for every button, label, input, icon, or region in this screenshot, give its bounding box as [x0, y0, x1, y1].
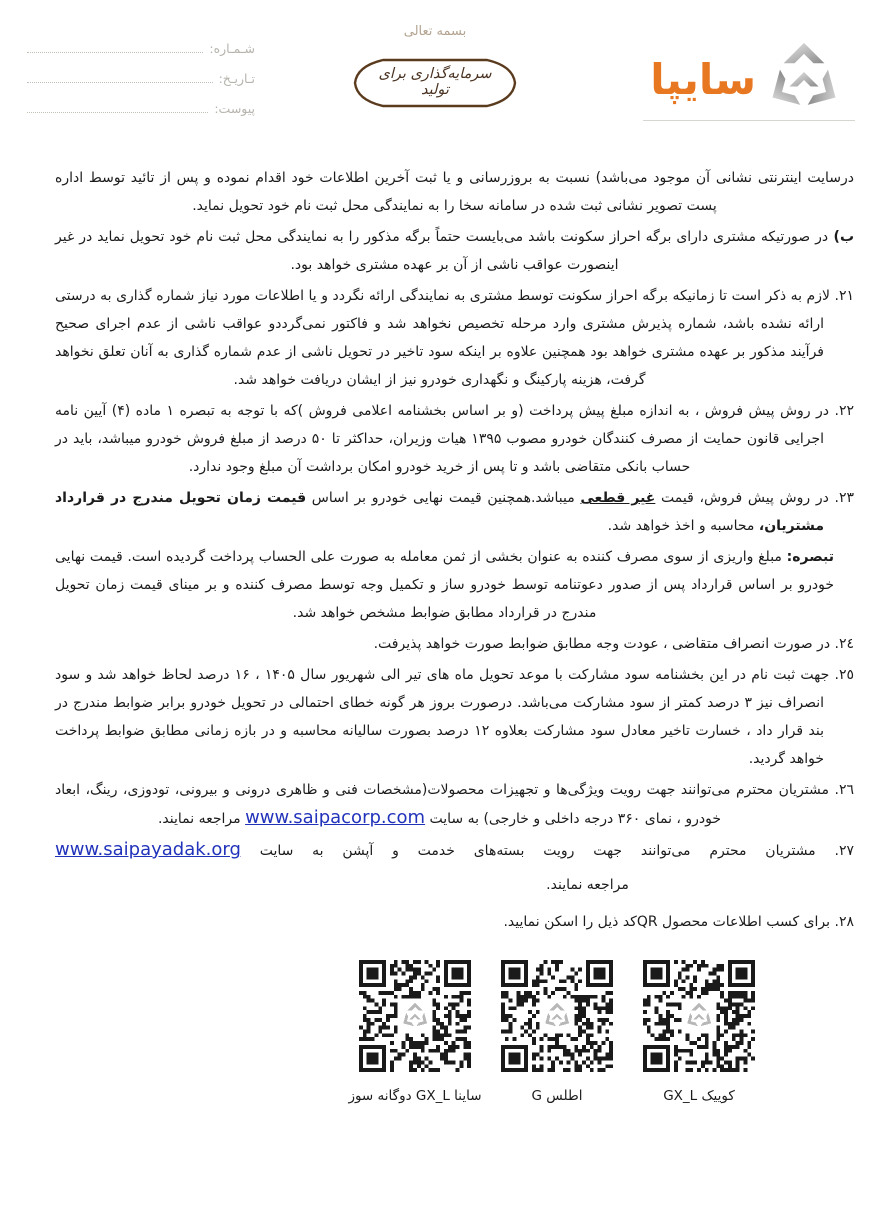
qr-label-quick: کوییک GX_L — [663, 1088, 735, 1104]
term-item-25 — [55, 661, 854, 773]
field-number-label: شـمـاره: — [209, 41, 255, 56]
qr-label-atlas: اطلس G — [531, 1088, 583, 1104]
term-item-b-text: در صورتیکه مشتری دارای برگه احراز سکونت باشد می‌بایست حتماً برگه مذکور را به نمایندگی محل ثبت نام خود تحویل نماید در غیر اینصورت عواقب ناشی از آن بر عهده مشتری خواهد بود. — [55, 229, 829, 273]
field-attachment — [25, 100, 255, 116]
saipa-logo — [650, 40, 842, 120]
term-note — [55, 543, 854, 627]
stamp-calligraphy-text: سرمایه‌گذاری برای تولید — [378, 66, 492, 98]
terms-content — [0, 164, 870, 1110]
saipa-logo-text: سایپا — [650, 55, 756, 104]
field-date — [25, 70, 255, 86]
term-intro-text: درسایت اینترنتی نشانی آن موجود می‌باشد) نسبت به بروزرسانی و یا ثبت آخرین اطلاعات خود اقدام نموده و پس از تائید توسط اداره پست تصویر نشانی ثبت شده در سامانه سخا را به نمایندگی محل ثبت نام خود تحویل نماید. — [55, 170, 854, 214]
qr-code-saina-gxl — [359, 960, 471, 1072]
term-item-27-text: ۲۷. مشتریان محترم می‌توانند جهت رویت بسته‌های خدمت و آپشن به سایت — [240, 843, 854, 859]
saipacorp-link[interactable]: www.saipacorp.com — [245, 807, 426, 828]
term-item-23-text: ۲۳. در روش پیش فروش، قیمت — [655, 490, 854, 506]
saipa-emblem-icon — [766, 40, 842, 120]
qr-label-saina: ساینا GX_L دوگانه سوز — [348, 1088, 482, 1104]
qr-code-atlas-g — [501, 960, 613, 1072]
field-number — [25, 40, 255, 56]
field-number-line — [27, 40, 203, 53]
term-item-26-text-2: مراجعه نمایند. — [157, 811, 246, 827]
term-item-24 — [55, 630, 854, 658]
term-intro-paragraph — [55, 164, 854, 220]
term-item-23-emphasis: غیر قطعی — [580, 490, 656, 506]
saipayadak-link[interactable]: www.saipayadak.org — [55, 839, 241, 860]
term-item-23-text-2: میباشد.همچنین قیمت نهایی خودرو بر اساس — [306, 490, 581, 506]
term-item-22 — [55, 397, 854, 481]
field-date-line — [27, 70, 213, 83]
qr-item-quick — [641, 960, 757, 1110]
term-item-27-tail-text: مراجعه نمایند. — [546, 877, 629, 893]
field-date-label: تـاریـخ: — [218, 71, 255, 86]
term-item-28-text: ۲۸. برای کسب اطلاعات محصول QRکد ذیل را اسکن نمایید. — [503, 914, 854, 930]
qr-item-atlas — [499, 960, 615, 1110]
term-item-22-text: ۲۲. در روش پیش فروش ، به اندازه مبلغ پیش پرداخت (و بر اساس بخشنامه اعلامی فروش )که با توجه به تبصره ۱ ماده (۴) آیین نامه اجرایی قانون حمایت از مصرف کنندگان خودرو مصوب ۱۳۹۵ هیات وزیران، حداکثر تا ۵۰ درصد از مبلغ فروش خودرو میباشد، باید در حساب بانکی متقاضی باشد و تا پس از خرید خودرو امکان برداشت آن مبلغ وجود ندارد. — [55, 403, 854, 475]
term-item-b — [55, 223, 854, 279]
term-item-24-text: ۲٤. در صورت انصراف متقاضی ، عودت وجه مطابق ضوابط صورت خواهد پذیرفت. — [373, 636, 854, 652]
term-item-26-text: ۲٦. مشتریان محترم می‌توانند جهت رویت ویژگی‌ها و تجهیزات محصولات(مشخصات فنی و ظاهری درونی و بیرونی، تودوزی، رینگ، ابعاد خودرو ، نمای ۳۶۰ درجه داخلی و خارجی) به سایت — [55, 782, 854, 827]
term-item-23-text-3: محاسبه و اخذ خواهد شد. — [607, 518, 759, 534]
term-note-text: مبلغ واریزی از سوی مصرف کننده به عنوان بخشی از ثمن معامله به صورت علی الحساب پرداخت گردیده است. قیمت نهایی خودرو بر اساس قرارداد پس از صدور دعوتنامه توسط خودرو ساز و تکمیل وجه توسط مصرف کننده و بر مینای قیمت زمان تحویل مندرج در قرارداد مطابق ضوابط مشخص خواهد شد. — [55, 549, 834, 621]
term-item-28 — [55, 908, 854, 936]
term-note-label: تبصره: — [786, 549, 834, 565]
term-item-b-prefix: ب) — [828, 229, 855, 245]
term-item-27 — [55, 836, 854, 865]
term-item-21 — [55, 282, 854, 394]
term-item-27-tail — [55, 871, 854, 899]
bismillah-text: بسمه تعالی — [403, 24, 467, 39]
logo-divider — [643, 120, 855, 121]
term-item-23 — [55, 484, 854, 540]
term-item-21-text: ۲۱. لازم به ذکر است تا زمانیکه برگه احراز سکونت توسط مشتری به نمایندگی ارائه نگردد و یا اطلاعات مورد نیاز شماره گذاری به درستی ارائه نشده باشد، شماره پذیرش مشتری وارد مرحله تخصیص نخواهد شد و فاکتور نمی‌گرددو عواقب ناشی از عدم اجرای صحیح فرآیند مذکور بر عهده مشتری خواهد بود همچنین علاوه بر اینکه سود تاخیر در تحویل ناشی از عدم شماره گذاری به آنان تعلق نخواهد گرفت، هزینه پارکینگ و نگهداری خودرو نیز از ایشان دریافت خواهد شد. — [55, 288, 854, 388]
term-item-26 — [55, 776, 854, 833]
qr-item-saina — [348, 960, 482, 1110]
term-item-25-text: ۲٥. جهت ثبت نام در این بخشنامه سود مشارکت با موعد تحویل ماه های تیر الی شهریور سال ۱۴۰۵ ، ۱۶ درصد لحاظ خواهد شد و سود انصراف نیز ۳ درصد کمتر از سود مشارکت می‌باشد. درصورت بروز هر گونه خطای احتمالی در تحویل خودرو برابر ضوابط مندرج در بند قرار داد ، خسارت تاخیر معادل سود مشارکت بعلاوه ۱۲ درصد بصورت سالیانه محاسبه و در بازه زمانی مطابق ضوابط پرداخت خواهد گردید. — [55, 667, 854, 767]
qr-code-quick-gxl — [643, 960, 755, 1072]
letterhead-fields — [25, 40, 255, 130]
field-attachment-line — [27, 100, 208, 113]
term-item-23-bold: قیمت زمان تحویل مندرج در قرارداد مشتریان، — [55, 490, 824, 534]
field-attachment-label: پیوست: — [214, 101, 255, 116]
slogan-stamp — [347, 52, 523, 114]
qr-section — [55, 960, 757, 1110]
